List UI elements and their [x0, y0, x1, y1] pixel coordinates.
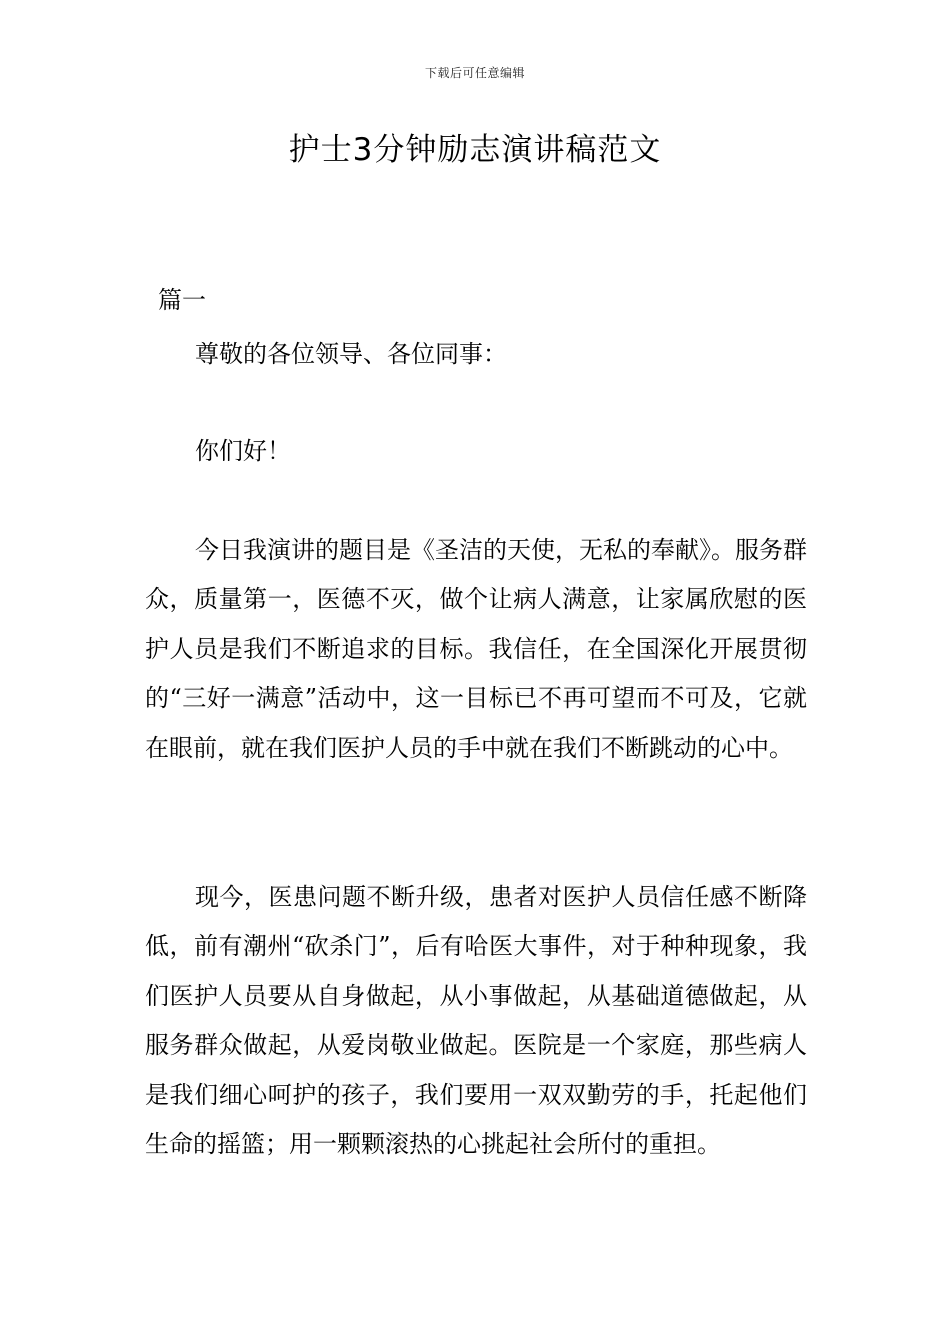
page-title: 护士3分钟励志演讲稿范文 — [288, 132, 662, 168]
section-label: 篇一 — [158, 286, 206, 314]
header-note: 下载后可任意编辑 — [424, 66, 525, 80]
body-paragraph-2: 现今，医患问题不断升级，患者对医护人员信任感不断降低，前有潮州“砍杀门”，后有哈医大事件，对于种种现象，我们医护人员要从自身做起，从小事做起，从基础道德做起，从服务群众做起，从爱岗敬业做起。医院是一个家庭，那些病人是我们细心呵护的孩子，我们要用一双双勤劳的手，托起他们生命的摇篮；用一颗颗滚热的心挑起社会所付的重担。 — [145, 883, 807, 1159]
body-paragraph-1: 今日我演讲的题目是《圣洁的天使，无私的奉献》。服务群众，质量第一，医德不灭，做个让病人满意，让家属欣慰的医护人员是我们不断追求的目标。我信任，在全国深化开展贯彻的“三好一满意”活动中，这一目标已不再可望而不可及，它就在眼前，就在我们医护人员的手中就在我们不断跳动的心中。 — [145, 536, 807, 762]
greeting-paragraph: 尊敬的各位领导、各位同事： — [195, 340, 507, 368]
hello-paragraph: 你们好！ — [195, 437, 291, 465]
